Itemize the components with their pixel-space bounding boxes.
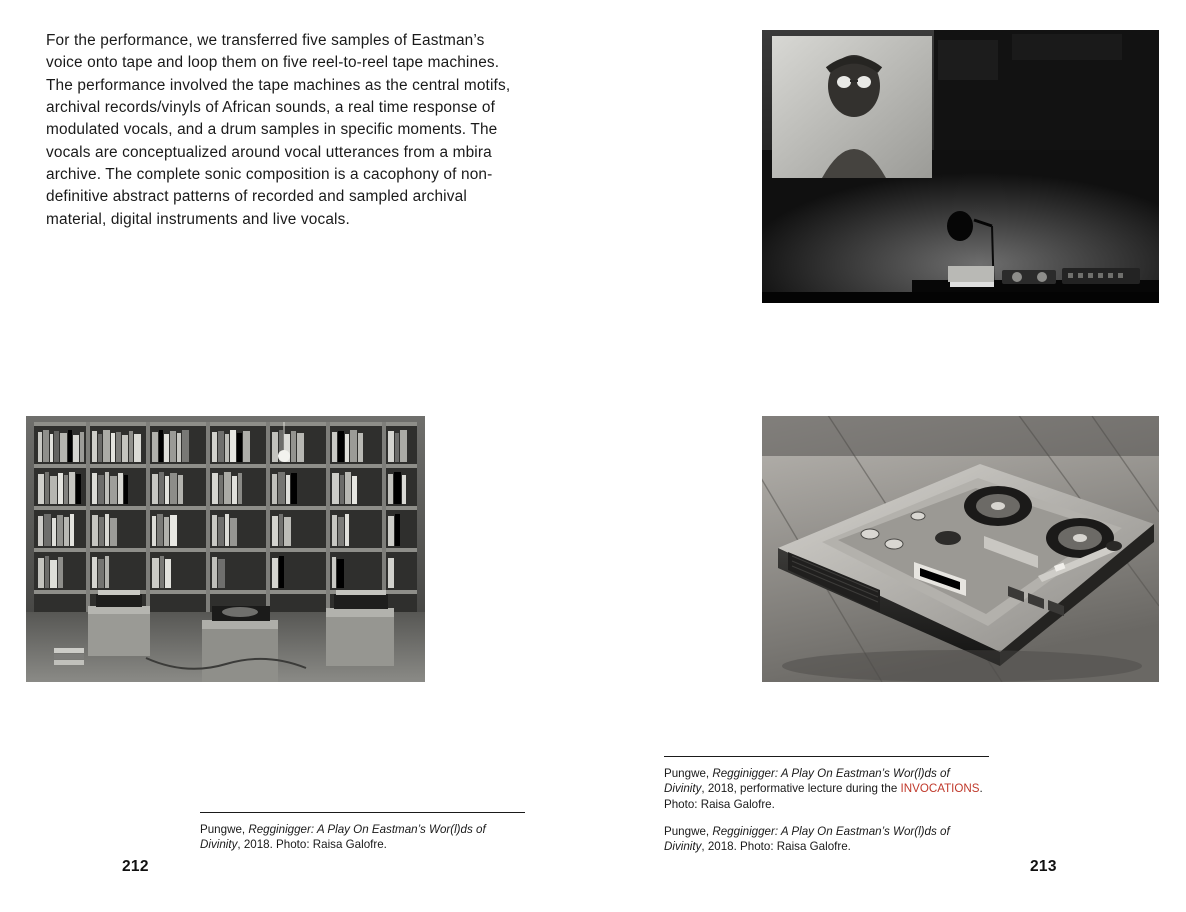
page-number-right: 213 bbox=[1030, 858, 1057, 875]
caption-title: Regginigger: A Play On Eastman’s Wor(l)ds of Divinity bbox=[664, 767, 950, 796]
caption-rule bbox=[200, 812, 525, 813]
caption-suffix: , 2018. Photo: Raisa Galofre. bbox=[701, 840, 851, 854]
caption-prefix: Pungwe, bbox=[200, 823, 249, 836]
caption-title: Regginigger: A Play On Eastman’s Wor(l)ds of Divinity bbox=[200, 823, 486, 852]
caption-line bbox=[200, 822, 525, 853]
caption-prefix: Pungwe, bbox=[664, 767, 713, 780]
caption-suffix: . Photo: Raisa Galofre. bbox=[664, 782, 983, 811]
body-paragraph: For the performance, we transferred five samples of Eastman’s voice onto tape and loop them on five reel-to-reel tape machines. The performance involved the tape machines as the central motifs, archival records/vinyls of African sounds, a real time response of modulated vocals, and a drum samples in specific moments. The vocals are conceptualized around vocal utterances from a mbira archive. The complete sonic composition is a cacophony of non-definitive abstract patterns of recorded and sampled archival material, digital instruments and live vocals. bbox=[46, 32, 511, 228]
caption-line bbox=[664, 824, 989, 855]
performance-photo bbox=[762, 30, 1159, 303]
caption-rule bbox=[664, 756, 989, 757]
caption-right bbox=[664, 756, 989, 854]
caption-left bbox=[200, 812, 525, 853]
page-number-left: 212 bbox=[122, 858, 149, 875]
caption-line bbox=[664, 766, 989, 812]
caption-middle: , 2018, performative lecture during the bbox=[701, 782, 901, 796]
library-installation-photo bbox=[26, 416, 425, 682]
caption-suffix: , 2018. Photo: Raisa Galofre. bbox=[237, 838, 387, 852]
reel-to-reel-photo bbox=[762, 416, 1159, 682]
caption-highlight: INVOCATIONS bbox=[900, 782, 980, 796]
caption-title: Regginigger: A Play On Eastman’s Wor(l)ds of Divinity bbox=[664, 824, 950, 854]
caption-prefix: Pungwe, bbox=[664, 824, 713, 838]
